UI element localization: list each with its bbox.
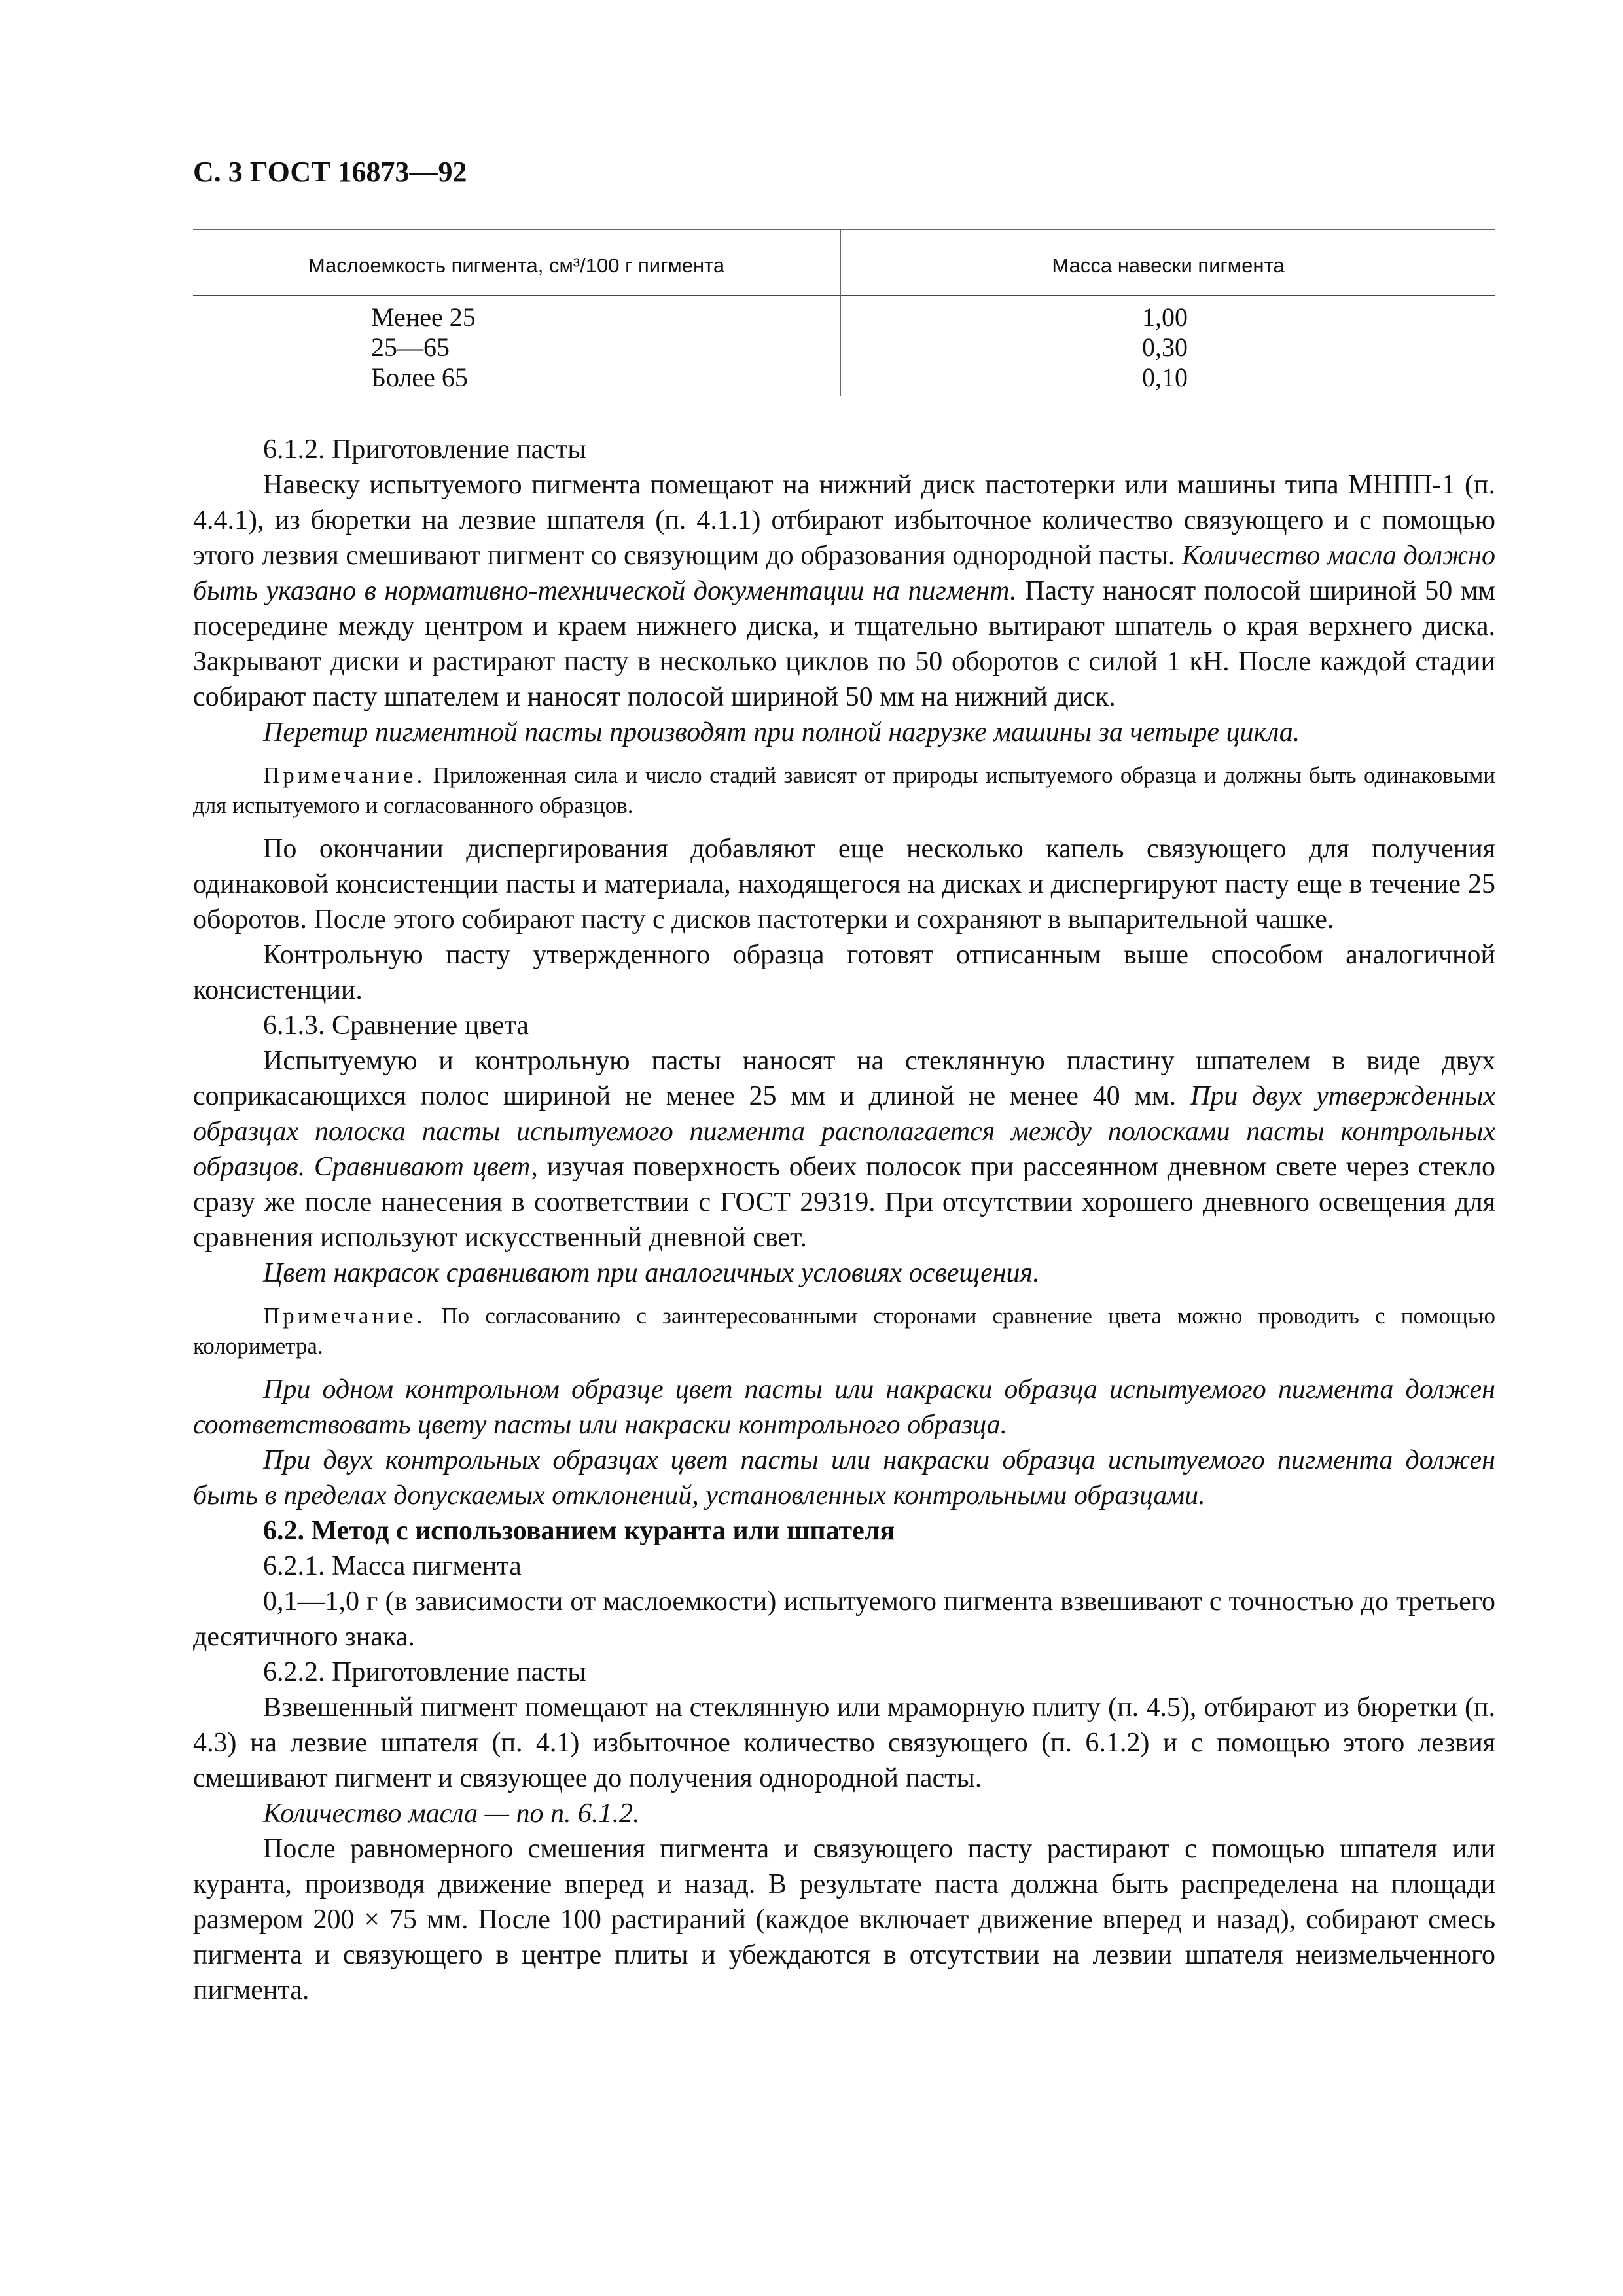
section-title-6-1-2: 6.1.2. Приготовление пасты [263, 435, 586, 465]
italic-paragraph: При одном контрольном образце цвет пасты или накраски образца испытуемого пигмента должен соответствовать цвету пасты или накраски контрольного образца. [193, 1374, 1495, 1440]
paragraph [193, 1043, 1495, 1255]
italic-text-run: Количество масла должно быть указано в нормативно-технической документации на пигмент. [193, 541, 1495, 606]
italic-paragraph: При двух контрольных образцах цвет пасты или накраски образца испытуемого пигмента должен быть в пределах допускаемых отклонений, установленных контрольными образцами. [193, 1445, 1495, 1511]
paragraph: По окончании диспергирования добавляют еще несколько капель связующего для получения одинаковой консистенции пасты и материала, находящегося на дисках и диспергируют пасту еще в течение 25 оборотов. После этого собирают пасту с дисков пастотерки и сохраняют в выпарительной чашке. [193, 834, 1495, 935]
paragraph: Контрольную пасту утвержденного образца готовят отписанным выше способом аналогичной консистенции. [193, 940, 1495, 1005]
page-header: С. 3 ГОСТ 16873—92 [193, 156, 467, 188]
table-cell-mass: 0,30 [1142, 332, 1188, 362]
text-run: изучая поверхность обеих полосок при рассеянном дневном свете через стекло сразу же после нанесения в соответствии с ГОСТ 29319. При отсутствии хорошего дневного освещения для сравнения используют искусственный дневной свет. [193, 1152, 1495, 1253]
text-run: Испытуемую и контрольную пасты наносят на стеклянную пластину шпателем в виде двух соприкасающихся полос шириной не менее 25 мм и длиной не менее 40 мм. [193, 1046, 1495, 1111]
table-column-masses [1099, 302, 1230, 393]
table-cell-mass: 1,00 [1142, 302, 1188, 332]
table-top-rule [193, 229, 1495, 230]
section-title-6-2-2: 6.2.2. Приготовление пасты [263, 1657, 586, 1687]
table-cell-range: 25—65 [371, 332, 450, 362]
table-cell-range: Более 65 [371, 363, 468, 392]
italic-paragraph: Перетир пигментной пасты производят при полной нагрузке машины за четыре цикла. [263, 717, 1300, 747]
paragraph: После равномерного смешения пигмента и связующего пасту растирают с помощью шпателя или куранта, производя движение вперед и назад. В результате паста должна быть распределена на площади размером 200 × 75 мм. После 100 растираний (каждое включает движение вперед и назад), собирают смесь пигмента и связующего в центре плиты и убеждаются в отсутствии на лезвии шпателя неизмельченного пигмента. [193, 1834, 1495, 2005]
paragraph: Взвешенный пигмент помещают на стеклянную или мраморную плиту (п. 4.5), отбирают из бюретки (п. 4.3) на лезвие шпателя (п. 4.1) избыточное количество связующего (п. 6.1.2) и с помощью этого лезвия смешивают пигмент и связующее до получения однородной пасты. [193, 1693, 1495, 1793]
paragraph [193, 467, 1495, 715]
table-header-sample-mass: Масса навески пигмента [1052, 254, 1285, 277]
text-run: Пасту наносят полосой шириной 50 мм посередине между центром и краем нижнего диска, и тщательно вытирают шпатель о края верхнего диска. Закрывают диски и растирают пасту в несколько циклов по 50 оборотов с силой 1 кН. После каждой стадии собирают пасту шпателем и наносят полосой шириной 50 мм на нижний диск. [193, 576, 1496, 712]
italic-text-run: При двух утвержденных образцах полоска пасты испытуемого пигмента располагается между полосками пасты контрольных образцов. Сравнивают цвет, [193, 1081, 1495, 1182]
note [193, 1301, 1495, 1361]
table-column-ranges [371, 302, 476, 393]
text-run: Навеску испытуемого пигмента помещают на нижний диск пастотерки или машины типа МНПП-1 (п. 4.4.1), из бюретки на лезвие шпателя (п. 4.1.1) отбирают избыточное количество связующего и с помощью этого лезвия смешивают пигмент со связующим до образования однородной пасты. [193, 470, 1495, 571]
section-title-6-2: 6.2. Метод с использованием куранта или шпателя [263, 1516, 895, 1546]
note-text: Приложенная сила и число стадий зависят от природы испытуемого образца и должны быть одинаковыми для испытуемого и согласованного образцов. [193, 762, 1495, 818]
note-text: По согласованию с заинтересованными сторонами сравнение цвета можно проводить с помощью колориметра. [193, 1303, 1495, 1359]
table-header-rule [193, 295, 1495, 296]
note [193, 761, 1495, 821]
note-label: Примечание. [263, 762, 426, 788]
document-body [193, 432, 1495, 2008]
section-title-6-1-3: 6.1.3. Сравнение цвета [263, 1011, 529, 1041]
section-title-6-2-1: 6.2.1. Масса пигмента [263, 1551, 522, 1581]
table-cell-mass: 0,10 [1142, 363, 1188, 392]
note-label: Примечание. [263, 1303, 426, 1329]
italic-paragraph: Цвет накрасок сравнивают при аналогичных условиях освещения. [263, 1258, 1040, 1288]
italic-paragraph: Количество масла — по п. 6.1.2. [263, 1799, 640, 1829]
table-header-oil-absorption: Маслоемкость пигмента, см³/100 г пигмента [308, 254, 725, 277]
paragraph: 0,1—1,0 г (в зависимости от маслоемкости) испытуемого пигмента взвешивают с точностью до третьего десятичного знака. [193, 1587, 1495, 1652]
table-cell-range: Менее 25 [371, 302, 476, 332]
